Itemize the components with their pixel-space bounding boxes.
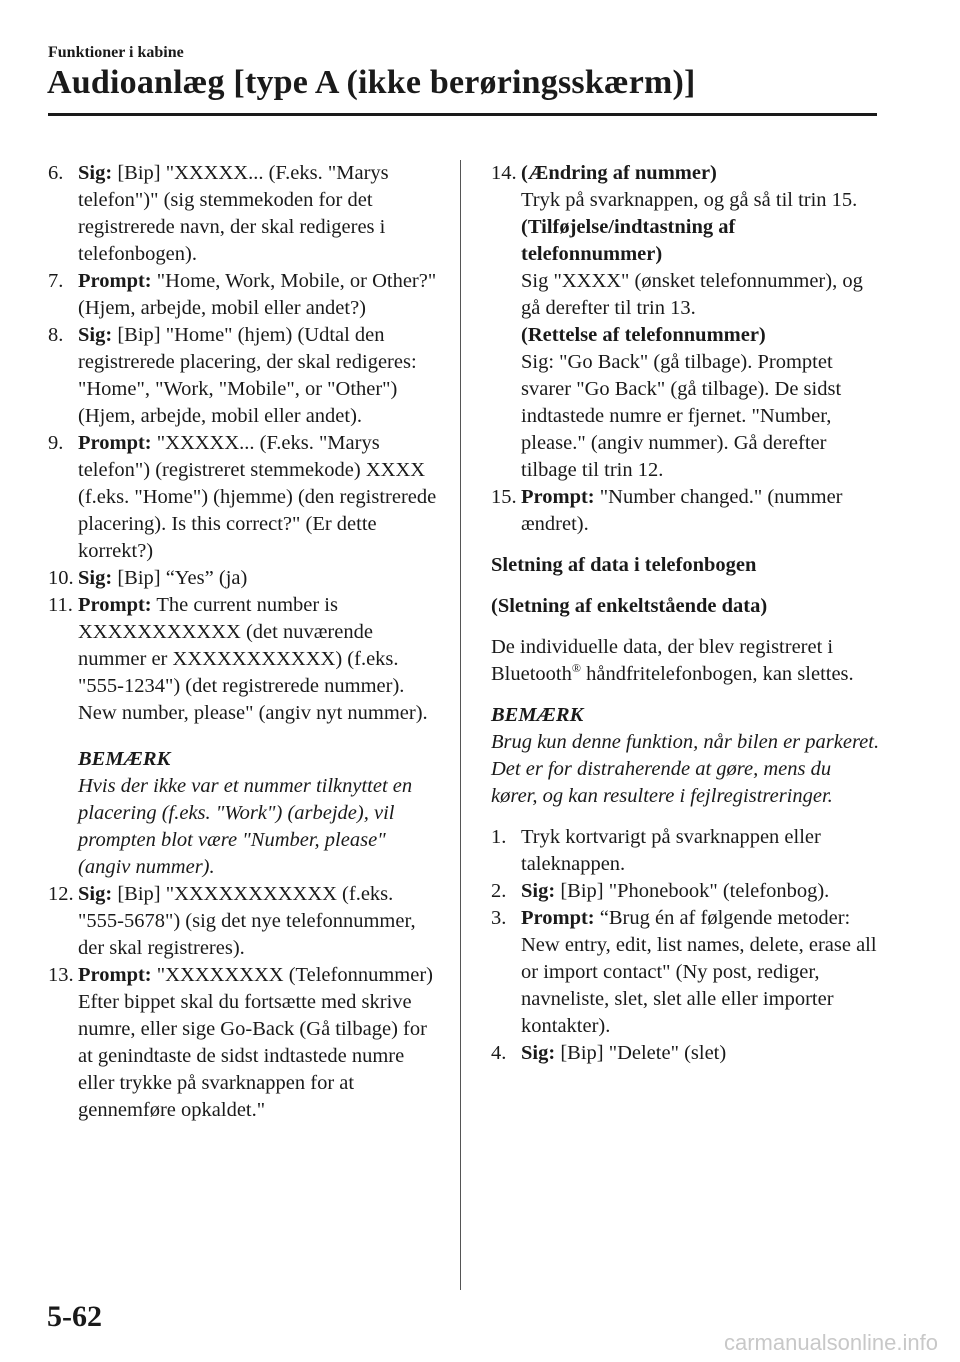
right-column	[491, 160, 881, 1067]
left-column	[48, 160, 438, 1124]
note-left	[48, 746, 438, 881]
page-number: 5-62	[47, 1300, 102, 1333]
sub-heading-correct-number: (Rettelse af telefonnummer)	[521, 324, 766, 346]
registered-mark: ®	[571, 661, 581, 676]
step-2: 2. Sig: [Bip] "Phonebook" (telefonbog).	[491, 880, 830, 902]
step-10: 10. Sig: [Bip] “Yes” (ja)	[48, 567, 248, 589]
step-1: 1. Tryk kortvarigt på svarknappen eller taleknappen.	[491, 826, 821, 875]
section-heading-delete-single: (Sletning af enkeltstående data)	[491, 595, 768, 617]
intro-paragraph: De individuelle data, der blev registreret i Bluetooth® håndfritelefonbogen, kan slettes.	[491, 636, 854, 685]
step-9: 9. Prompt: "XXXXX... (F.eks. "Marys telefon") (registreret stemmekode) XXXX (f.eks. "Home") (hjemme) (den registrerede placering). Is this correct?" (Er dette korrekt?)	[48, 432, 437, 562]
step-11: 11. Prompt: The current number is XXXXXXXXXXX (det nuværende nummer er XXXXXXXXXXX) (f.eks. "555-1234") (det registrerede nummer). New number, please" (angiv nyt nummer).	[48, 594, 428, 724]
section-heading-delete-phonebook: Sletning af data i telefonbogen	[491, 554, 757, 576]
title-rule	[48, 113, 877, 116]
column-divider	[460, 160, 461, 1290]
step-13: 13. Prompt: "XXXXXXXX (Telefonnummer) Efter bippet skal du fortsætte med skrive numre, eller sige Go-Back (Gå tilbage) for at genindtaste de sidst indtastede numre eller trykke på svarknappen for at gennemføre opkaldet."	[48, 964, 433, 1121]
note-text: Hvis der ikke var et nummer tilknyttet en placering (f.eks. "Work") (arbejde), vil prompten blot være "Number, please" (angiv nummer).	[78, 775, 413, 878]
step-4: 4. Sig: [Bip] "Delete" (slet)	[491, 1042, 727, 1064]
step-8: 8. Sig: [Bip] "Home" (hjem) (Udtal den registrerede placering, der skal redigeres: "Home", "Work, "Mobile", or "Other") (Hjem, arbejde, mobil eller andet).	[48, 324, 417, 427]
note-right	[491, 702, 881, 810]
step-14: 14. (Ændring af nummer) Tryk på svarknappen, og gå så til trin 15. (Tilføjelse/indtastning af telefonnummer) Sig "XXXX" (ønsket telefonnummer), og gå derefter til trin 13. (Rettelse af telefonnummer) Sig: "Go Back" (gå tilbage). Promptet svarer "Go Back" (gå tilbage). De sidst indtastede numre er fjernet. "Number, please." (angiv nummer). Gå derefter tilbage til trin 12.	[491, 160, 881, 484]
step-3: 3. Prompt: “Brug én af følgende metoder: New entry, edit, list names, delete, erase all or import contact" (Ny post, rediger, navneliste, slet, slet alle eller importer kontakter).	[491, 907, 877, 1037]
note-text: Brug kun denne funktion, når bilen er parkeret. Det er for distraherende at gøre, mens du kører, og kan resultere i fejlregistreringer.	[491, 731, 880, 807]
note-heading: BEMÆRK	[78, 748, 171, 770]
step-12: 12. Sig: [Bip] "XXXXXXXXXXX (f.eks. "555-5678") (sig det nye telefonnummer, der skal registreres).	[48, 883, 416, 959]
page-title: Audioanlæg [type A (ikke berøringsskærm)]	[47, 64, 696, 101]
sub-heading-change-number: (Ændring af nummer)	[521, 162, 717, 184]
section-label: Funktioner i kabine	[48, 44, 184, 61]
watermark: carmanualsonline.info	[723, 1330, 938, 1355]
step-7: 7. Prompt: "Home, Work, Mobile, or Other?" (Hjem, arbejde, mobil eller andet?)	[48, 270, 437, 319]
step-15: 15. Prompt: "Number changed." (nummer ændret).	[491, 486, 843, 535]
step-6: 6. Sig: [Bip] "XXXXX... (F.eks. "Marys telefon")" (sig stemmekoden for det registrerede navn, der skal redigeres i telefonbogen).	[48, 162, 389, 265]
note-heading: BEMÆRK	[491, 704, 584, 726]
sub-heading-add-number: (Tilføjelse/indtastning af telefonnummer)	[521, 216, 736, 265]
